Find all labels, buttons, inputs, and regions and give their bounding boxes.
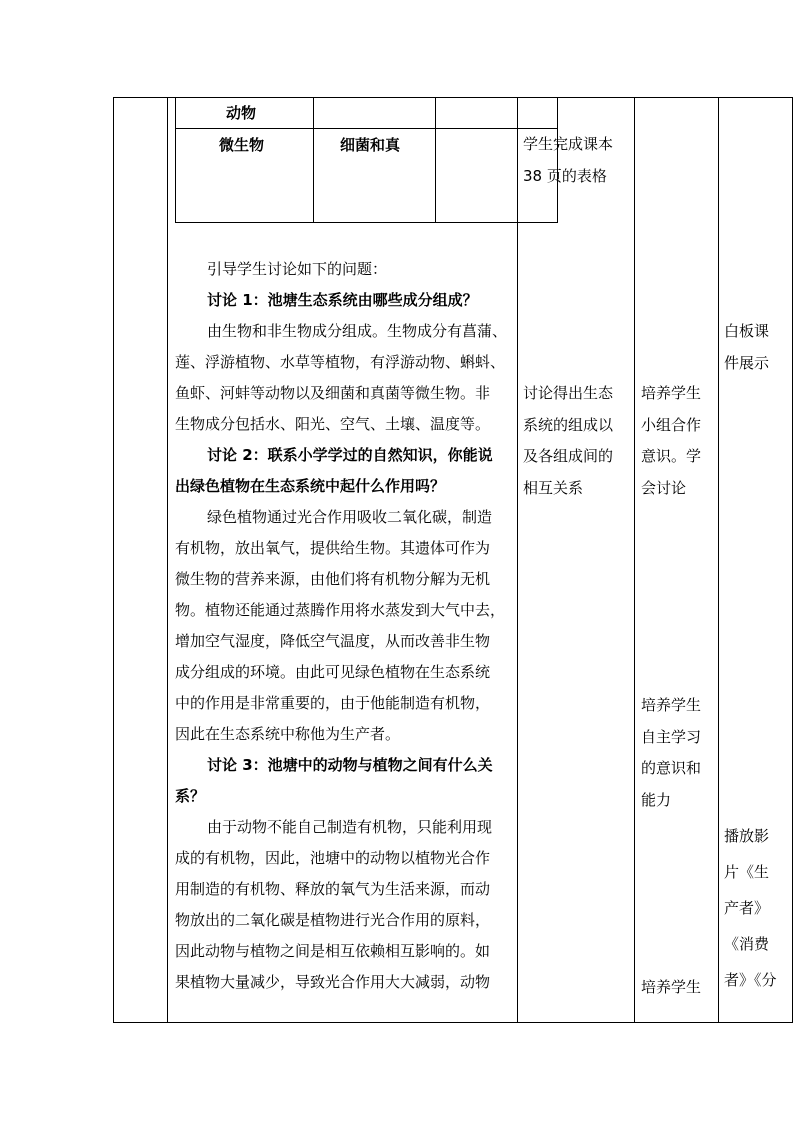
discussion-1-answer-line: 鱼虾、河蚌等动物以及细菌和真菌等微生物。非 <box>175 384 491 402</box>
outer-right-border <box>792 97 793 1023</box>
discussion-2-answer-line: 微生物的营养来源，由他们将有机物分解为无机 <box>175 570 491 588</box>
discussion-2-answer-line: 中的作用是非常重要的，由于他能制造有机物， <box>175 694 491 712</box>
col-divider-2 <box>517 97 518 1023</box>
outer-left-border <box>113 97 114 1023</box>
student-activity: 讨论得出生态 系统的组成以 及各组成间的 相互关系 <box>523 384 614 497</box>
teaching-content <box>175 254 507 998</box>
discussion-2-question: 讨论 2：联系小学学过的自然知识，你能说 <box>207 446 493 464</box>
discussion-1-answer-line: 莲、浮游植物、水草等植物，有浮游动物、蝌蚪、 <box>175 353 506 371</box>
design-intent-c: 培养学生 <box>641 978 702 996</box>
inner-table-row-line <box>175 128 558 129</box>
design-intent-a: 培养学生 小组合作 意识。学 会讨论 <box>641 384 702 497</box>
media-whiteboard: 白板课 件展示 <box>724 322 770 372</box>
design-intent-b: 培养学生 自主学习 的意识和 能力 <box>641 696 702 809</box>
inner-table-cell-animal: 动物 <box>226 104 257 122</box>
discussion-2-answer-line: 有机物，放出氧气，提供给生物。其遗体可作为 <box>175 539 491 557</box>
discussion-2-answer-line: 绿色植物通过光合作用吸收二氧化碳，制造 <box>207 508 493 526</box>
inner-table-side-note: 学生完成课本 38 页的表格 <box>523 135 614 185</box>
inner-table-cell-microbe: 微生物 <box>219 136 265 154</box>
discussion-2-answer-line: 成分组成的环境。由此可见绿色植物在生态系统 <box>175 663 491 681</box>
discussion-2-answer-line: 因此在生态系统中称他为生产者。 <box>175 725 401 743</box>
col-divider-1 <box>167 97 168 1023</box>
col-divider-3 <box>634 97 635 1023</box>
discussion-2-answer-line: 物。植物还能通过蒸腾作用将水蒸发到大气中去， <box>175 601 506 619</box>
discussion-3-answer-line: 物放出的二氧化碳是植物进行光合作用的原料， <box>175 911 491 929</box>
inner-table-col-line-1 <box>313 97 314 223</box>
discussion-3-question: 讨论 3：池塘中的动物与植物之间有什么关 <box>207 756 493 774</box>
inner-table-cell-bacteria: 细菌和真 <box>340 136 401 154</box>
discussion-3-answer-line: 因此动物与植物之间是相互依赖相互影响的。如 <box>175 942 491 960</box>
discussion-3-answer-line: 果植物大量减少，导致光合作用大大减弱，动物 <box>175 973 491 991</box>
col-divider-4 <box>718 97 719 1023</box>
inner-table-col-line-2 <box>435 97 436 223</box>
discussion-1-answer-line: 由生物和非生物成分组成。生物成分有菖蒲、 <box>207 322 508 340</box>
discussion-1-question: 讨论 1：池塘生态系统由哪些成分组成？ <box>207 291 478 309</box>
outer-top-border <box>113 97 793 98</box>
discussion-3-answer-line: 用制造的有机物、释放的氧气为生活来源，而动 <box>175 880 491 898</box>
discussion-3-answer-line: 由于动物不能自己制造有机物，只能利用现 <box>207 818 493 836</box>
discussion-2-question: 出绿色植物在生态系统中起什么作用吗？ <box>175 477 446 495</box>
discussion-2-answer-line: 增加空气湿度，降低空气温度，从而改善非生物 <box>175 632 491 650</box>
inner-table-bottom-line <box>175 222 558 223</box>
outer-bottom-border <box>113 1022 793 1023</box>
media-film: 播放影 片《生 产者》 《消费 者》《分 <box>724 827 777 989</box>
intro-text: 引导学生讨论如下的问题： <box>207 260 388 278</box>
discussion-3-question: 系？ <box>175 787 206 805</box>
discussion-1-answer-line: 生物成分包括水、阳光、空气、土壤、温度等。 <box>175 415 491 433</box>
discussion-3-answer-line: 成的有机物，因此，池塘中的动物以植物光合作 <box>175 849 491 867</box>
inner-table-left-line <box>175 97 176 223</box>
